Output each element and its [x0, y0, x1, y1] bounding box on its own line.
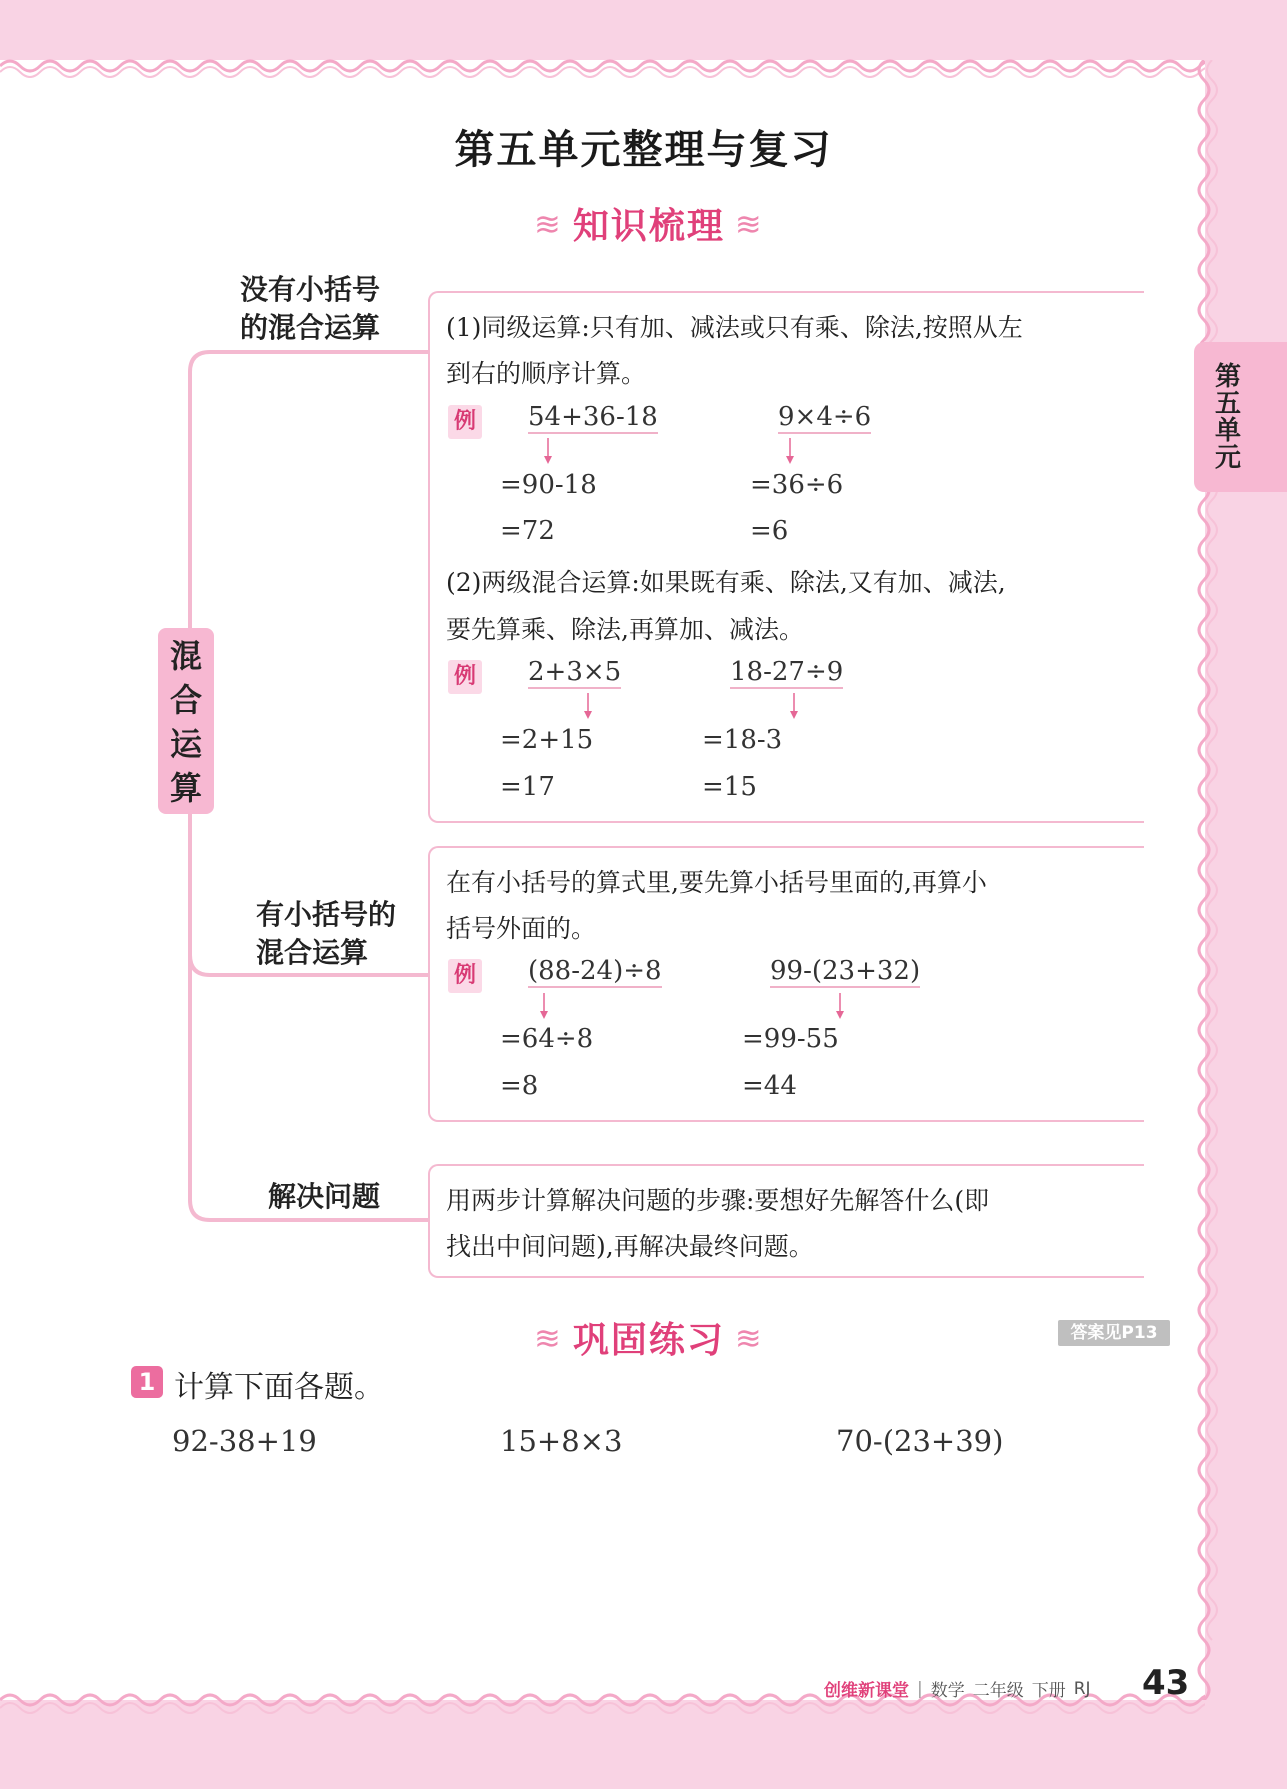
page-number: 43 — [1142, 1663, 1190, 1703]
root-char: 运 — [169, 725, 202, 763]
box2-ex1-step2: =8 — [500, 1071, 539, 1101]
question-number-badge: 1 — [131, 1366, 163, 1398]
ex2-step1: =36÷6 — [750, 470, 844, 500]
section-practice-heading — [534, 1312, 764, 1363]
unit-side-tab — [1194, 342, 1287, 492]
box2-rule-line1: 在有小括号的算式里,要先算小括号里面的,再算小 — [446, 868, 987, 897]
box2-ex1-step1: =64÷8 — [500, 1024, 594, 1054]
mindmap-connectors — [180, 340, 440, 1230]
answer-reference-badge: 答案见P13 — [1058, 1320, 1170, 1346]
ex4-expression: 18-27÷9 — [730, 657, 844, 687]
example-label: 例 — [448, 405, 482, 439]
footer-subject: 数学 — [930, 1681, 965, 1701]
tab-char: 五 — [1214, 389, 1241, 419]
rule1-line2: 到右的顺序计算。 — [446, 359, 647, 388]
mindmap-root-label — [158, 634, 214, 810]
wave-decoration-icon: ≋ — [534, 204, 563, 243]
box2-ex-arrows — [530, 993, 870, 1023]
box2-rule-line2: 括号外面的。 — [446, 914, 597, 943]
section-practice-label: 巩固练习 — [572, 1320, 725, 1361]
branch-label-line: 解决问题 — [268, 1180, 381, 1213]
branch-label-line: 混合运算 — [256, 936, 369, 969]
root-char: 合 — [169, 681, 202, 719]
tab-char: 第 — [1214, 362, 1241, 392]
footer-brand: 创维新课堂 — [824, 1681, 909, 1701]
ex4-step1: =18-3 — [702, 725, 783, 755]
ex3-step2: =17 — [500, 772, 555, 802]
question-item-2: 15+8×3 — [500, 1424, 623, 1458]
ex2-step2: =6 — [750, 516, 789, 546]
example-label: 例 — [448, 959, 482, 993]
section-knowledge-heading — [534, 198, 764, 249]
ex3-expression: 2+3×5 — [528, 657, 622, 687]
box3-rule-line2: 找出中间问题),再解决最终问题。 — [446, 1232, 814, 1261]
branch-label-line: 有小括号的 — [256, 898, 397, 931]
root-char: 算 — [169, 769, 202, 807]
rule1-line1: (1)同级运算:只有加、减法或只有乘、除法,按照从左 — [446, 313, 1023, 342]
footer-separator: | — [917, 1678, 923, 1699]
question-item-1: 92-38+19 — [172, 1424, 317, 1458]
root-char: 混 — [169, 637, 202, 675]
ex2-expression: 9×4÷6 — [778, 402, 872, 432]
branch-label-line: 的混合运算 — [240, 311, 381, 344]
branch-label-line: 没有小括号 — [240, 273, 381, 306]
branch-problem-solving — [268, 1178, 380, 1216]
unit-side-tab-label — [1208, 364, 1248, 472]
footer-edition: RJ — [1073, 1678, 1091, 1699]
question-item-3: 70-(23+39) — [836, 1424, 1004, 1458]
page-title: 第五单元整理与复习 — [454, 127, 833, 173]
footer-info — [824, 1676, 1091, 1701]
box2-ex2-expression: 99-(23+32) — [770, 956, 921, 986]
ex-arrows-row2 — [530, 693, 870, 723]
box2-ex2-step2: =44 — [742, 1071, 797, 1101]
tab-char: 元 — [1214, 443, 1241, 473]
branch-no-parentheses — [240, 271, 380, 347]
ex1-step2: =72 — [500, 516, 555, 546]
ex1-expression: 54+36-18 — [528, 402, 658, 432]
tab-char: 单 — [1214, 416, 1241, 446]
rule2-line2: 要先算乘、除法,再算加、减法。 — [446, 615, 804, 644]
top-wave-border — [0, 48, 1205, 78]
box3-rule-line1: 用两步计算解决问题的步骤:要想好先解答什么(即 — [446, 1186, 990, 1215]
footer-volume: 下册 — [1031, 1681, 1066, 1701]
mindmap-root — [158, 628, 214, 814]
wave-decoration-icon: ≋ — [534, 1318, 563, 1357]
ex4-step2: =15 — [702, 772, 757, 802]
box2-ex1-expression: (88-24)÷8 — [528, 956, 662, 986]
ex3-step1: =2+15 — [500, 725, 594, 755]
box2-ex2-step1: =99-55 — [742, 1024, 839, 1054]
footer-grade: 二年级 — [972, 1681, 1024, 1701]
example-label: 例 — [448, 660, 482, 694]
section-knowledge-label: 知识梳理 — [572, 206, 725, 247]
ex-arrows-row1 — [530, 438, 870, 468]
wave-decoration-icon: ≋ — [734, 1318, 764, 1357]
right-wave-border — [1192, 60, 1222, 1700]
rule2-line1: (2)两级混合运算:如果既有乘、除法,又有加、减法, — [446, 568, 1006, 597]
ex1-step1: =90-18 — [500, 470, 597, 500]
question-prompt: 计算下面各题。 — [174, 1370, 384, 1405]
wave-decoration-icon: ≋ — [734, 204, 764, 243]
branch-with-parentheses — [256, 896, 396, 972]
